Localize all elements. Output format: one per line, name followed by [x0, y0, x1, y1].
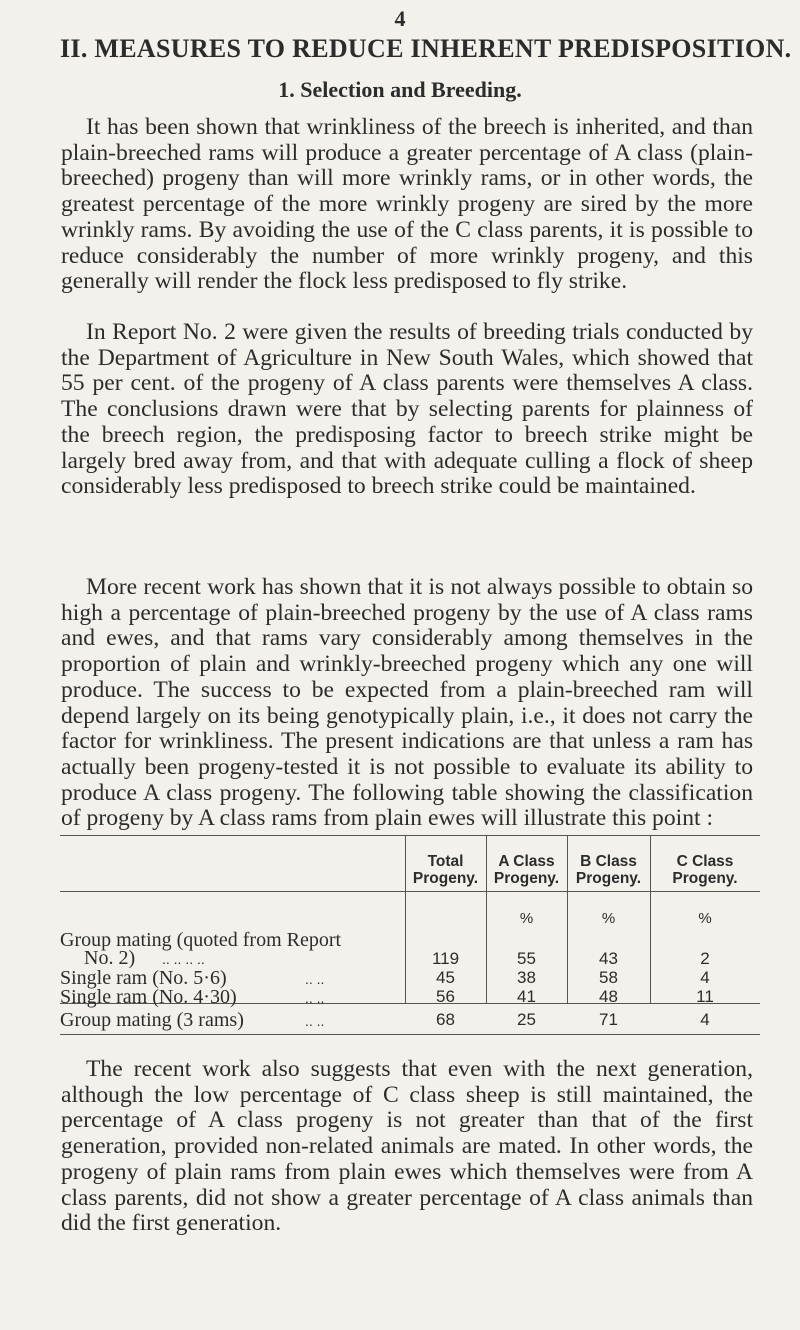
- column-header-line: Progeny.: [412, 870, 479, 887]
- column-header-line: A Class: [498, 853, 555, 870]
- sub-heading: 1. Selection and Breeding.: [278, 77, 522, 102]
- cell-a-class: 55: [517, 949, 536, 968]
- percent-unit: %: [601, 910, 616, 927]
- cell-total: 119: [431, 949, 460, 968]
- row-label-continued: No. 2): [84, 947, 136, 969]
- section-heading: II. MEASURES TO REDUCE INHERENT PREDISPOSITION.: [60, 34, 792, 63]
- cell-c-class: 4: [700, 1010, 710, 1029]
- column-header-line: Total: [427, 853, 464, 870]
- cell-c-class: 2: [700, 949, 710, 968]
- percent-unit: %: [519, 910, 534, 927]
- column-header-c-class: [650, 853, 760, 887]
- paragraph-2: In Report No. 2 were given the results of breeding trials conducted by the Department of Agriculture in New South Wales, which showed that 55 per cent. of the progeny of A class parents were themselves A class. The conclusions drawn were that by selecting parents for plainness of the breech region, the predisposing factor to breech strike might be largely bred away from, and that with adequate culling a flock of sheep considerably less predisposed to breech strike could be maintained.: [61, 319, 753, 500]
- row-label: Group mating (quoted from Report: [60, 929, 342, 951]
- cell-b-class: 48: [599, 987, 618, 1006]
- percent-unit: %: [698, 910, 712, 927]
- table-top-rule: [60, 835, 760, 836]
- paragraph-3: More recent work has shown that it is not always possible to obtain so high a percentage of plain-breeched progeny by the use of A class rams and ewes, and that rams vary considerably among themselves in the proportion of plain and wrinkly-breeched progeny which any one will produce. The success to be expected from a plain-breeched ram will depend largely on its being genotypically plain, i.e., it does not carry the factor for wrinkliness. The present indications are that unless a ram has actually been progeny-tested it is not possible to evaluate its ability to produce A class progeny. The following table showing the classification of progeny by A class rams from plain ewes will illustrate this point :: [61, 574, 753, 832]
- paragraph-4: The recent work also suggests that even with the next generation, although the low percentage of C class sheep is still maintained, the percentage of A class progeny is not greater than that of the first generation, provided non-related animals are mated. In other words, the progeny of plain rams from plain ewes which themselves were from A class parents, did not show a greater percentage of A class animals than did the first generation.: [61, 1056, 753, 1237]
- table-end-rule: [60, 1034, 760, 1035]
- column-header-total: [405, 853, 486, 887]
- leader-dots: .. ..: [305, 971, 325, 987]
- column-header-a-class: [486, 853, 567, 887]
- row-label: Group mating (3 rams): [60, 1009, 244, 1031]
- paragraph-1: It has been shown that wrinkliness of the breech is inherited, and than plain-breeched rams will produce a greater percentage of A class (plain-breeched) progeny than will more wrinkly rams, or in other words, the greatest percentage of the more wrinkly progeny are sired by the more wrinkly rams. By avoiding the use of the C class parents, it is possible to reduce considerably the number of more wrinkly progeny, and this generally will render the flock less predisposed to fly strike.: [61, 114, 753, 295]
- column-header-line: B Class: [580, 853, 637, 870]
- progeny-classification-table: [60, 835, 760, 1008]
- cell-total: 56: [436, 987, 455, 1006]
- cell-c-class: 11: [696, 987, 714, 1006]
- row-label: Single ram (No. 5·6): [60, 967, 227, 989]
- leader-dots: .. ..: [305, 990, 325, 1006]
- row-label: Single ram (No. 4·30): [60, 986, 237, 1008]
- cell-a-class: 25: [517, 1010, 536, 1029]
- page-number: 4: [394, 6, 406, 31]
- leader-dots: .. ..: [305, 1013, 325, 1029]
- cell-b-class: 43: [599, 949, 618, 968]
- column-header-line: Progeny.: [493, 870, 560, 887]
- cell-b-class: 58: [599, 968, 618, 987]
- cell-a-class: 38: [517, 968, 536, 987]
- cell-c-class: 4: [700, 968, 710, 987]
- cell-a-class: 41: [517, 987, 536, 1006]
- table-header-rule: [60, 891, 760, 892]
- column-header-b-class: [567, 853, 650, 887]
- cell-total: 45: [436, 968, 455, 987]
- cell-b-class: 71: [599, 1010, 618, 1029]
- column-header-line: C Class: [676, 853, 734, 870]
- leader-dots: .. .. .. ..: [162, 951, 205, 967]
- column-header-line: Progeny.: [575, 870, 642, 887]
- cell-total: 68: [436, 1010, 455, 1029]
- column-header-line: Progeny.: [672, 870, 738, 887]
